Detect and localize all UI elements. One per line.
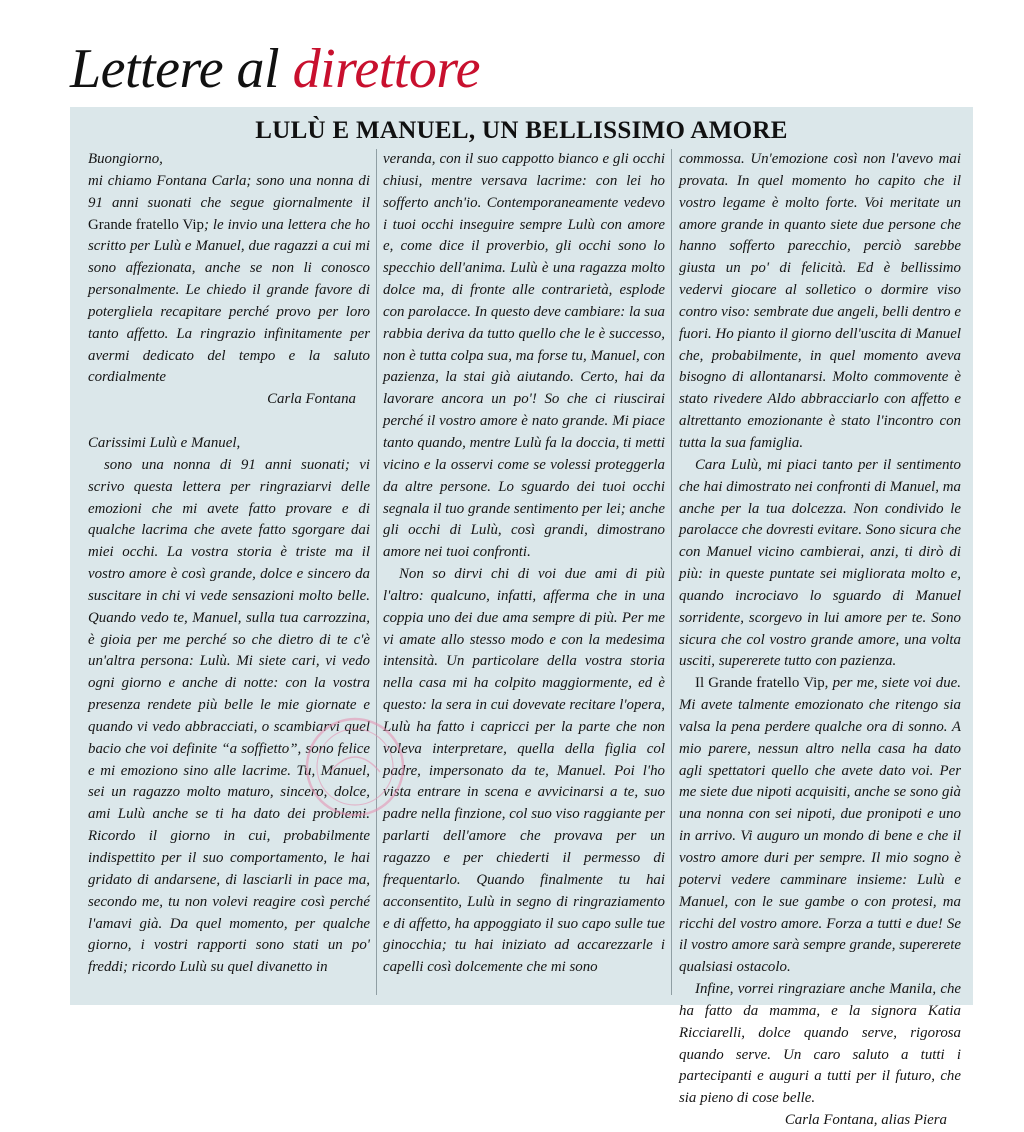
letter2-paragraph-2: Non so dirvi chi di voi due ami di più l'altro: qualcuno, infatti, afferma che in una coppia uno dei due ama sempre di più. Per me vi amate allo stesso modo e con la medesima intensità. Un particolare della vostra storia nella casa mi ha colpito maggiormente, ed è questo: la sera in cui dovevate recitare l'opera, Lulù ha fatto i capricci per la parte che non voleva interpretare, quella della figlia col padre, impersonato da te, Manuel. Poi l'ho vista entrare in scena e avvicinarsi a te, suo padre nella finzione, col suo viso raggiante per parlarti dell'amore che provava per un ragazzo e per chiederti il permesso di frequentarlo. Quando finalmente tu hai acconsentito, Lulù in segno di ringraziamento e di affetto, ha appoggiato il suo capo sulle tue ginocchia; tu hai iniziato ad accarezzarle i capelli così dolcemente che mi sono	[383, 566, 665, 976]
letter2-signature: Carla Fontana, alias Piera	[784, 1112, 947, 1129]
letter2-greeting: Carissimi Lulù e Manuel,	[88, 434, 241, 451]
letter2-paragraph-4	[679, 673, 961, 979]
letter1-body	[88, 171, 370, 389]
letter1-signature: Carla Fontana	[267, 391, 356, 408]
letter-box	[70, 107, 973, 1129]
letter1-greeting: Buongiorno,	[88, 151, 163, 167]
article-headline: LULÙ E MANUEL, UN BELLISSIMO AMORE	[255, 117, 788, 144]
letter1-body-a: mi chiamo Fontana Carla; sono una nonna di 91 anni suonati che segue giornalmente il	[88, 172, 370, 211]
letter2-paragraph-3: Cara Lulù, mi piaci tanto per il sentimento che hai dimostrato nei confronti di Manuel, ma anche per la tua dolcezza. Non condivido le parolacce che dovresti evitare. Sono sicura che con Manuel vicino cambierai, anzi, ti dirò di più: in queste puntate sei migliorata molto e, quando incrociavo lo sguardo di Manuel sorridente, scorgevo in lui amore per te. Sono sicura che col vostro grande amore, una volta usciti, supererete tutto con pazienza.	[679, 456, 961, 670]
program-name: Grande fratello Vip	[88, 216, 204, 233]
letter2-paragraph-1: sono una nonna di 91 anni suonati; vi scrivo questa lettera per ringraziarvi delle emozioni che mi avete fatto provare e di qualche lacrima che avete fatto sgorgare dai miei occhi. La vostra storia è triste ma il vostro amore è così grande, dolce e sincero da suscitare in chi vi vede sensazioni molto belle. Quando vedo te, Manuel, sulla tua carrozzina, è gioia per me perché so che dietro di te c'è un'altra persona: Lulù. Mi siete cari, vi vedo ogni giorno e anche di notte: con la vostra presenza rendete più belle le mie giornate e quando vi vedo abbracciati, o scambiarvi quel bacio che voi definite “a soffietto”, sono felice e mi emoziono sino alle lacrime. Tu, Manuel, sei un ragazzo molto maturo, sincero, dolce, ami Lulù anche se ti ha dato dei problemi. Ricordo il giorno in cui, probabilmente indispettito per il suo comportamento, le hai gridato di andarsene, di lasciarli in pace ma, secondo me, tu non volevi reagire così perché l'amavi già. Da quel momento, per qualche giorno, i vostri rapporti sono stati un po' freddi; ricordo Lulù su quel divanetto in	[88, 456, 370, 976]
letter1-body-b: ; le invio una lettera che ho scritto per Lulù e Manuel, due ragazzi a cui mi sono affezionata, anche se non li conosco personalmente. Le chiedo il grande favore di potergliela recapitare perché provo per loro tanto affetto. La ringrazio infinitamente per avermi dedicato del tempo e la saluto cordialmente	[88, 216, 371, 386]
section-title-part1: Lettere al	[70, 38, 293, 100]
letter2-paragraph-4-text: , per me, siete voi due. Mi avete talmente emozionato che ritengo sia valsa la pena perdere qualche ora di sonno. A mio parere, nessun altro nella casa ha dato agli spettatori quello che avete dato voi. Per me siete due nipoti acquisiti, anche se sono già una nonna con sei nipoti, due pronipoti e uno in arrivo. Vi auguro un mondo di bene e che il vostro amore duri per sempre. Il mio sogno è potervi vedere camminare insieme: Lulù e Manuel, con le sue gambe o con protesi, ma ricchi del vostro amore. Forza a tutti e due! Se il vostro amore sarà sempre grande, supererete qualsiasi ostacolo.	[679, 675, 961, 976]
section-title	[70, 36, 480, 106]
program-name: Il Grande fratello Vip	[695, 675, 825, 692]
text-column-2	[383, 149, 665, 979]
section-title-part2: direttore	[292, 38, 480, 100]
letter2-paragraph-1: veranda, con il suo cappotto bianco e gli occhi chiusi, mentre versava lacrime: con lei ho sofferto anch'io. Contemporaneamente vedevo i tuoi occhi inseguire sempre Lulù con amore e, come dice il proverbio, gli occhi sono lo specchio dell'anima. Lulù è una ragazza molto dolce ma, di fronte alle contrarietà, esplode con parolacce. In questo deve cambiare: la sua rabbia deriva da tutto quello che le è successo, non è tutta colpa sua, ma forse tu, Manuel, con pazienza, la stai già aiutando. Certo, hai da lavorare ancora un po'! So che ci riuscirai perché il vostro amore è nato grande. Mi piace tanto quando, mentre Lulù fa la doccia, ti metti vicino e la osservi come se volessi proteggerla da altre persone. Lo sguardo dei tuoi occhi segnala il tuo grande sentimento per lei; anche gli occhi di Lulù, così grandi, dimostrano amore nei tuoi confronti.	[383, 151, 665, 561]
column-divider	[376, 149, 377, 995]
letter2-paragraph-5: Infine, vorrei ringraziare anche Manila, che ha fatto da mamma, e la signora Katia Ricciarelli, dolce quando serve, rigorosa quando serve. Un caro saluto a tutti i partecipanti e auguri a tutti per il futuro, che sia pieno di cose belle.	[679, 981, 961, 1107]
letter2-paragraph-2: commossa. Un'emozione così non l'avevo mai provata. In quel momento ho capito che il vostro legame è molto forte. Voi meritate un amore grande in quanto siete due persone che hanno sofferto parecchio, perciò sarebbe giusta un po' di felicità. Ed è bellissimo vedervi giocare al solletico o dormire viso contro viso: sembrate due angeli, belli dentro e fuori. Ho pianto il giorno dell'uscita di Manuel che, probabilmente, in quel momento aveva bisogno di allontanarsi. Molto commovente è stato rivedere Aldo abbracciarlo con affetto e altrettanto emozionante è stato l'incontro con tutta la sua famiglia.	[679, 151, 961, 451]
text-column-3	[679, 149, 961, 1132]
text-column-1	[88, 149, 370, 979]
column-divider	[671, 149, 672, 995]
